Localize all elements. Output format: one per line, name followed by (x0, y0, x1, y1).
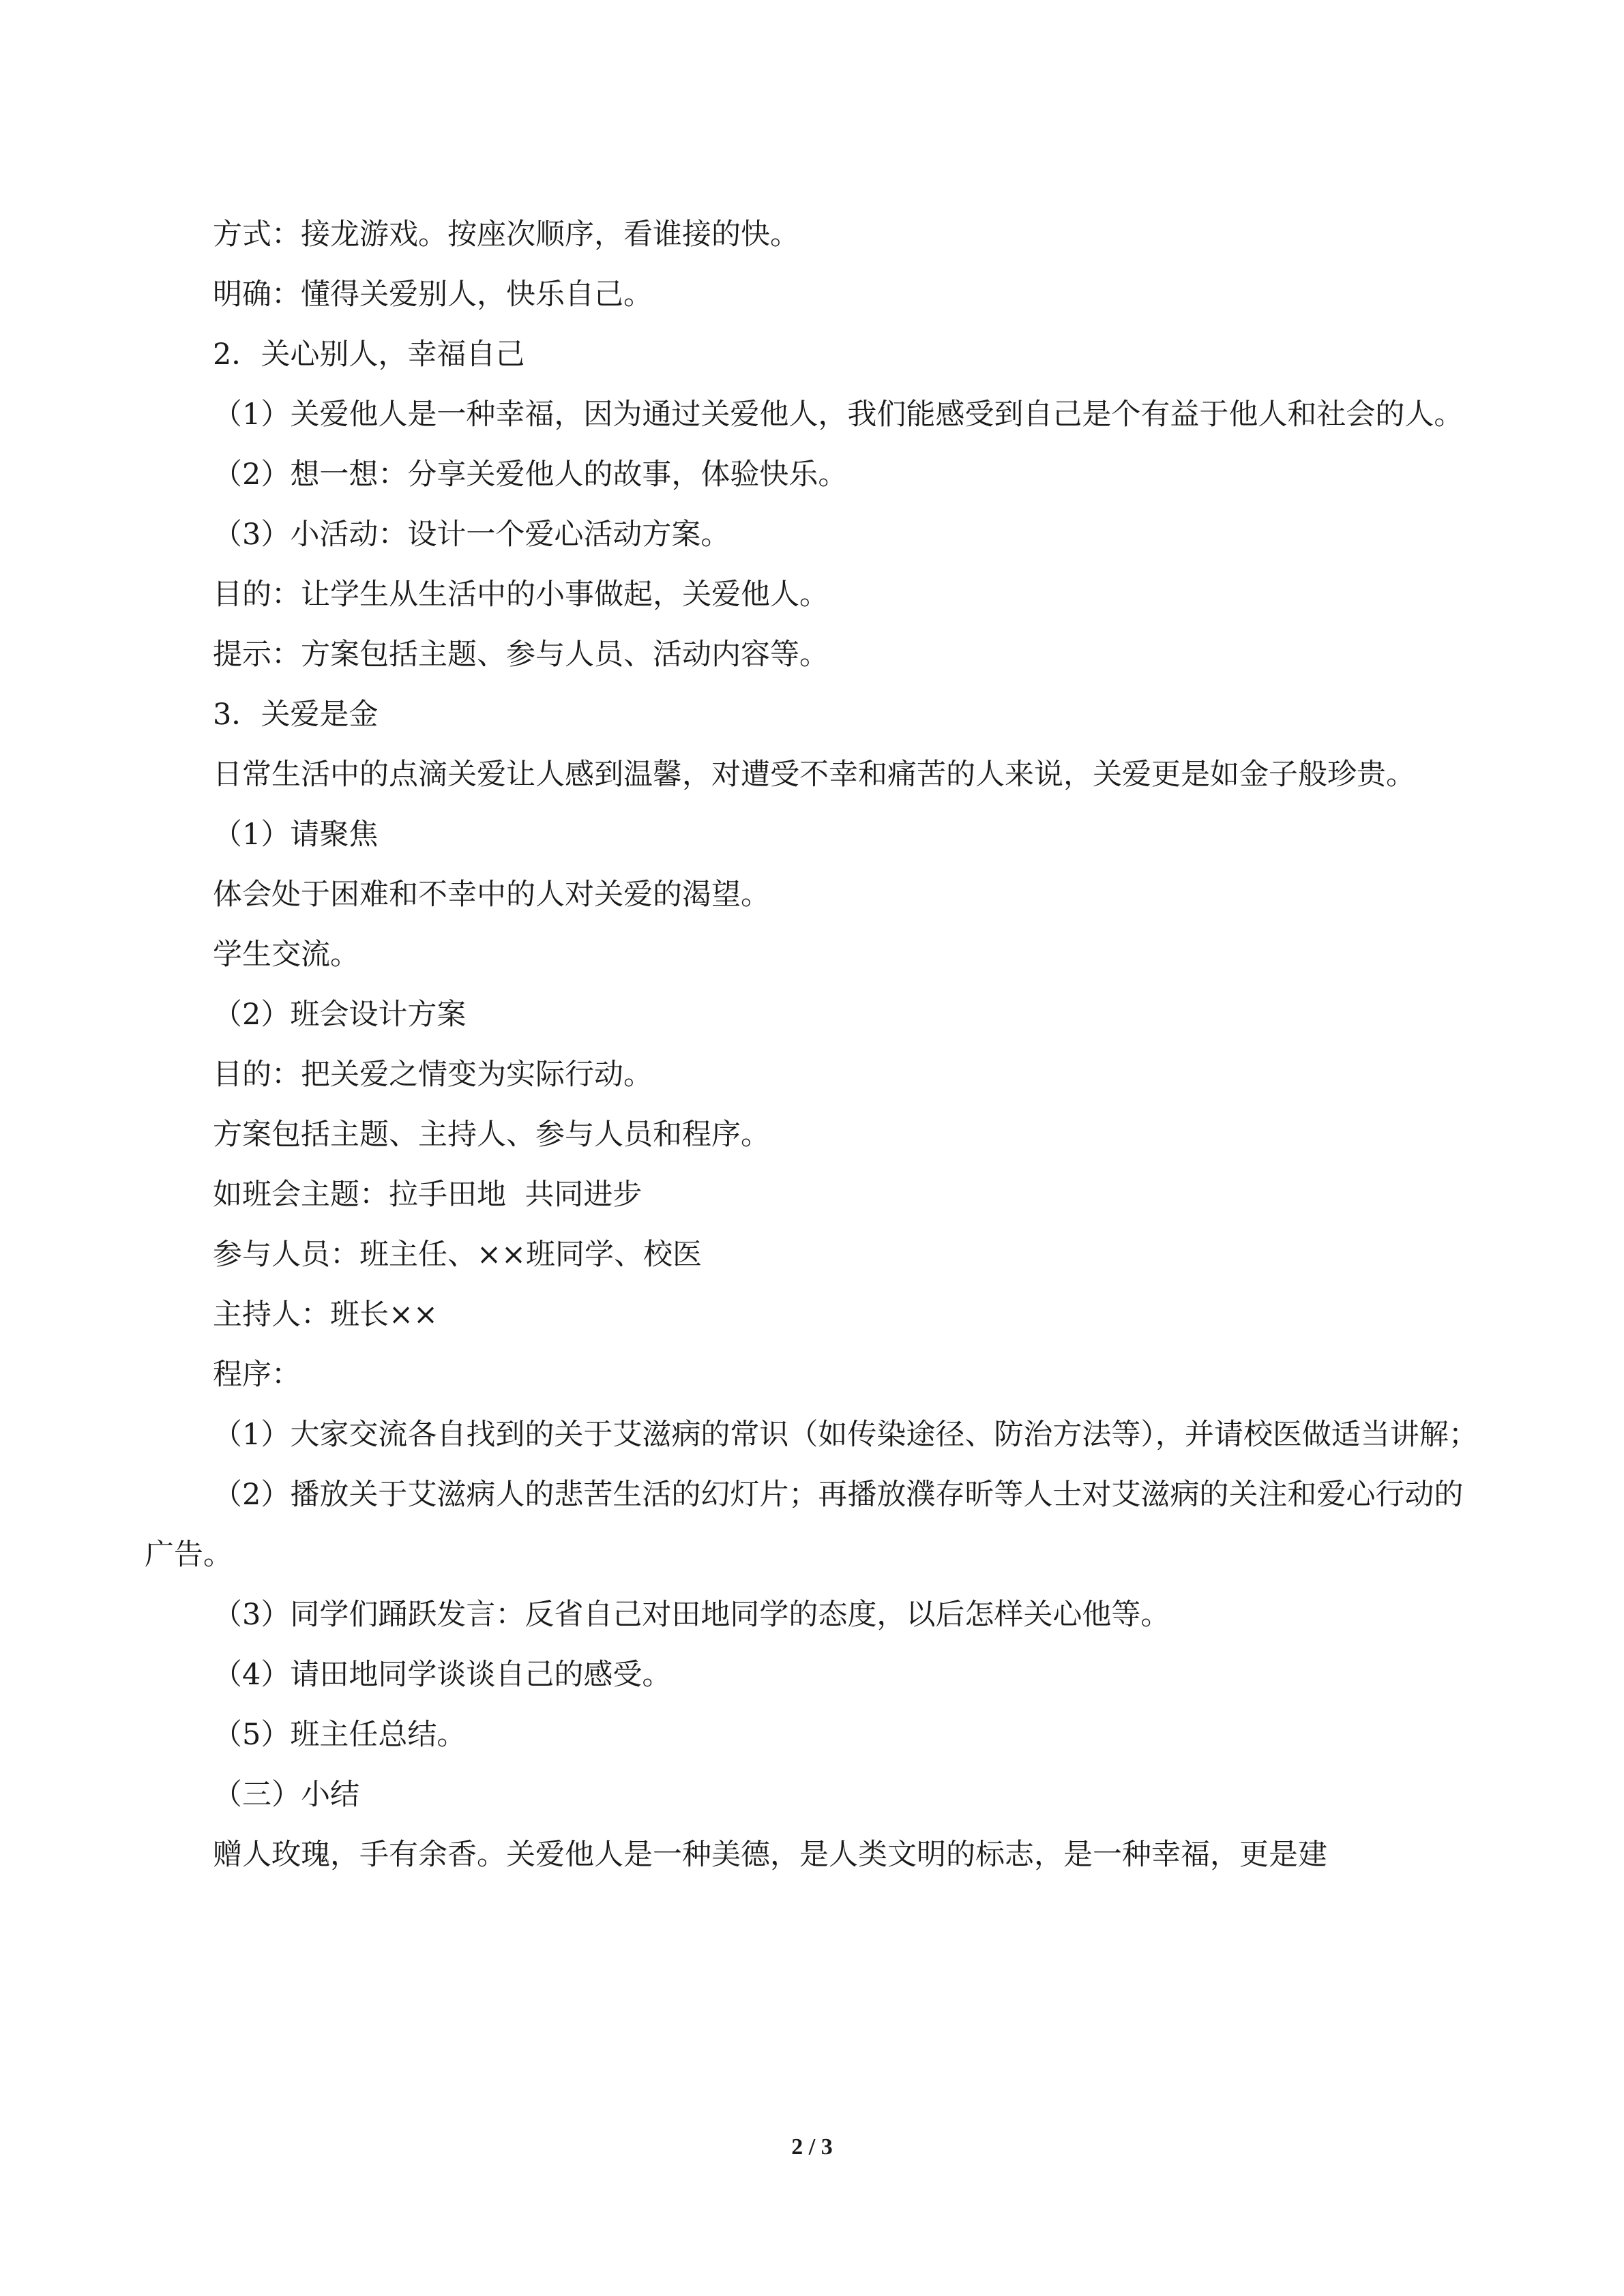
section-heading: 2．关心别人，幸福自己 (213, 338, 525, 372)
paragraph: 如班会主题：拉手田地 共同进步 (213, 1178, 643, 1212)
document-body (145, 205, 1481, 1885)
paragraph: （2）班会设计方案 (213, 998, 467, 1032)
paragraph: （5）班主任总结。 (213, 1718, 467, 1752)
paragraph: 目的：让学生从生活中的小事做起，关爱他人。 (213, 578, 829, 612)
page-number: 2 / 3 (791, 2134, 833, 2160)
paragraph: 学生交流。 (213, 938, 359, 972)
paragraph: （1）大家交流各自找到的关于艾滋病的常识（如传染途径、防治方法等），并请校医做适当讲解； (213, 1418, 1478, 1452)
paragraph: （2）播放关于艾滋病人的悲苦生活的幻灯片；再播放濮存昕等人士对艾滋病的关注和爱心行动的广告。 (145, 1478, 1464, 1572)
paragraph: 日常生活中的点滴关爱让人感到温馨，对遭受不幸和痛苦的人来说，关爱更是如金子般珍贵。 (213, 758, 1415, 792)
paragraph: （3）小活动：设计一个爱心活动方案。 (213, 518, 730, 552)
paragraph: 赠人玫瑰，手有余香。关爱他人是一种美德，是人类文明的标志，是一种幸福，更是建 (213, 1838, 1327, 1872)
section-heading: 3．关爱是金 (213, 698, 379, 732)
paragraph: 目的：把关爱之情变为实际行动。 (213, 1058, 653, 1092)
paragraph: （3）同学们踊跃发言：反省自己对田地同学的态度，以后怎样关心他等。 (213, 1598, 1170, 1632)
paragraph: 提示：方案包括主题、参与人员、活动内容等。 (213, 638, 829, 672)
paragraph: （4）请田地同学谈谈自己的感受。 (213, 1658, 672, 1692)
paragraph: 明确：懂得关爱别人，快乐自己。 (213, 278, 653, 312)
paragraph: 参与人员：班主任、××班同学、校医 (213, 1238, 703, 1272)
paragraph: 主持人：班长×× (213, 1298, 439, 1332)
paragraph: （1）请聚焦 (213, 818, 379, 852)
section-heading: （三）小结 (213, 1778, 359, 1812)
paragraph: 程序： (213, 1358, 301, 1392)
paragraph: 体会处于困难和不幸中的人对关爱的渴望。 (213, 878, 770, 912)
paragraph: 方式：接龙游戏。按座次顺序，看谁接的快。 (213, 218, 799, 252)
paragraph: （2）想一想：分享关爱他人的故事，体验快乐。 (213, 458, 848, 492)
paragraph: 方案包括主题、主持人、参与人员和程序。 (213, 1118, 770, 1152)
paragraph: （1）关爱他人是一种幸福，因为通过关爱他人，我们能感受到自己是个有益于他人和社会的人。 (213, 398, 1464, 432)
